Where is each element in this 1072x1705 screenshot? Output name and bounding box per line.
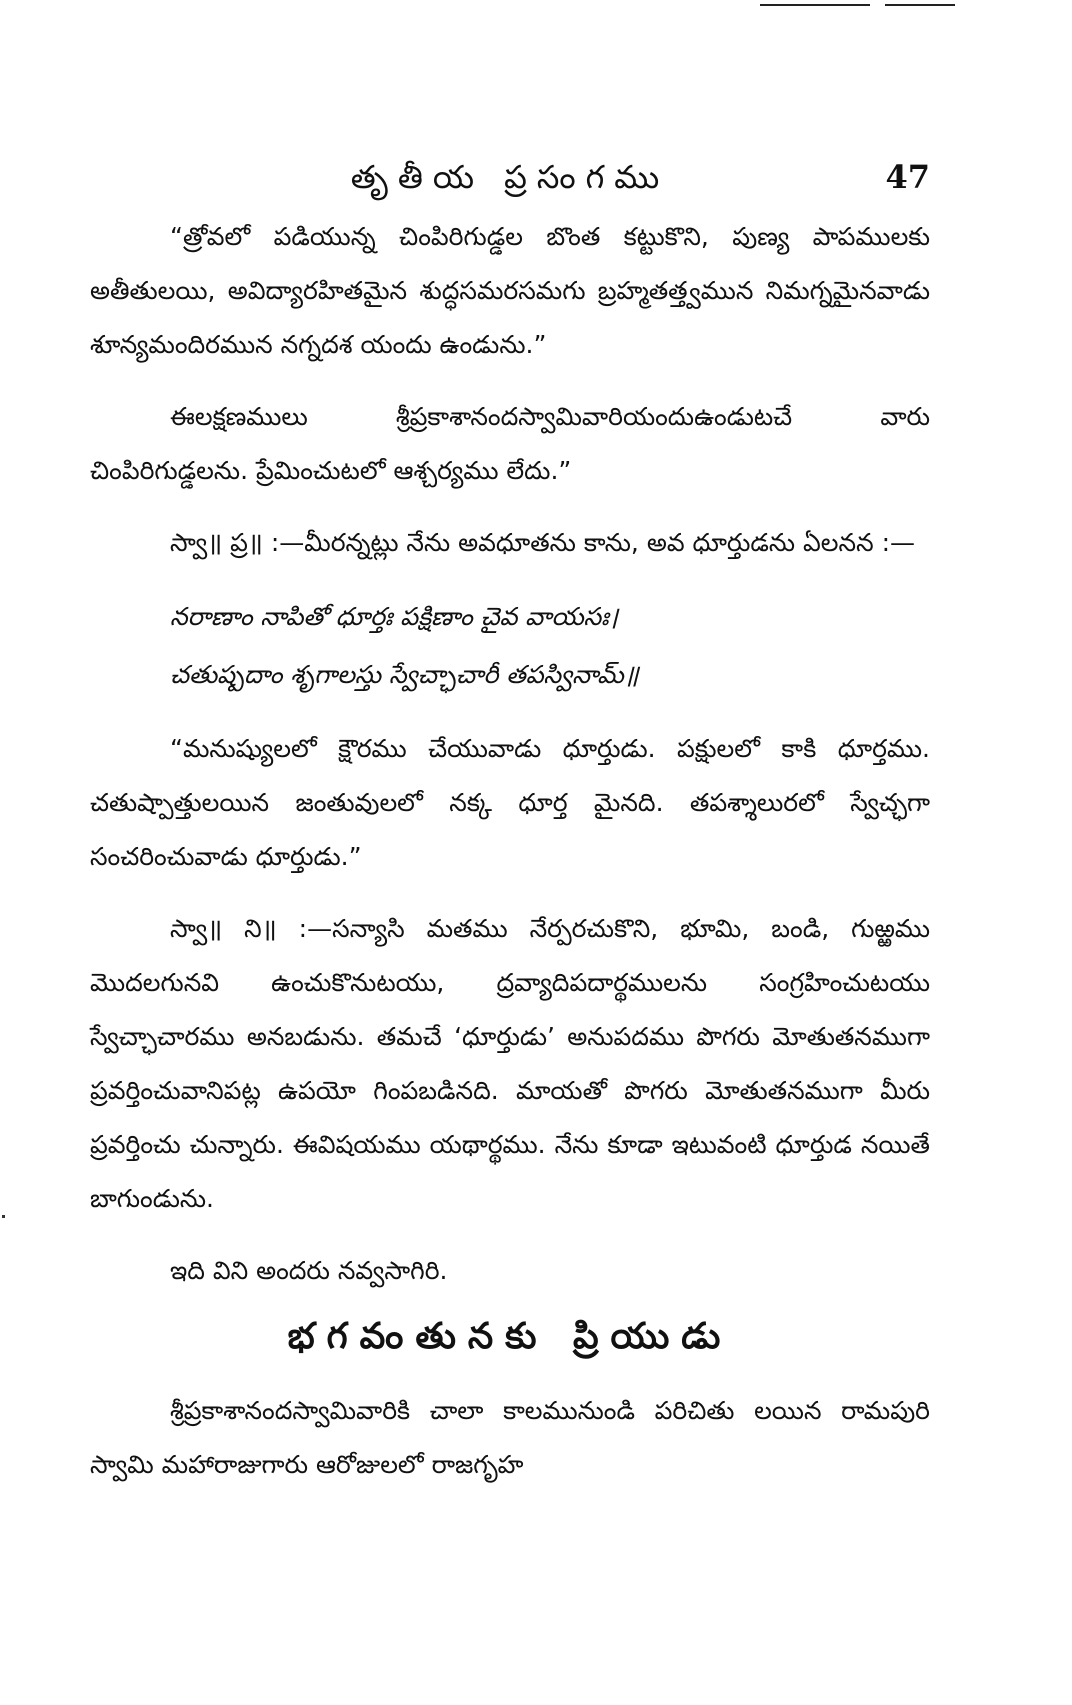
paragraph-section-start: శ్రీప్రకాశానందస్వామివారికి చాలా కాలమునుండి పరిచితు లయిన రామపురి స్వామి మహారాజుగారు ఆరోజులలో రాజగృహ <box>90 1396 930 1479</box>
verse-line-2: చతుష్పదాం శృగాలస్తు స్వేచ్ఛాచారీ తపస్వినామ్॥ <box>170 660 639 689</box>
running-title: తృతీయ ప్రసంగము <box>350 158 670 196</box>
paragraph-swami-response: స్వా॥ ని॥ :—సన్యాసి మతము నేర్పరచుకొని, భూమి, బండి, గుఱ్ఱము మొదలగునవి ఉంచుకొనుటయు, ద్రవ్యాదిపదార్థములను సంగ్రహించుటయు స్వేచ్ఛాచారము అనబడును. తమచే ‘ధూర్తుడు’ అనుపదము పొగరు మోతుతనముగా ప్రవర్తించువానిపట్ల ఉపయో గింపబడినది. మాయతో పొగరు మోతుతనముగా మీరు ప్రవర్తించు చున్నారు. ఈవిషయము యథార్థము. నేను కూడా ఇటువంటి ధూర్తుడ నయితే బాగుండును. <box>90 914 930 1213</box>
top-rule-right <box>885 4 955 6</box>
paragraph-swami-reply: స్వా॥ ప్ర॥ :—మీరన్నట్లు నేను అవధూతను కాను, అవ ధూర్తుడను ఏలనన :— <box>170 528 915 557</box>
paragraph-verse-meaning: “మనుష్యులలో క్షౌరము చేయువాడు ధూర్తుడు. పక్షులలో కాకి ధూర్తము. చతుష్పాత్తులయిన జంతువులలో నక్క ధూర్త మైనది. తపశ్శాలురలో స్వేచ్ఛగా సంచరించువాడు ధూర్తుడు.” <box>90 734 930 871</box>
top-rule-left <box>760 4 870 6</box>
paragraph-quote: “త్రోవలో పడియున్న చింపిరిగుడ్డల బొంత కట్టుకొని, పుణ్య పాపములకు అతీతులయి, అవిద్యారహితమైన శుద్ధసమరసమగు బ్రహ్మతత్త్వమున నిమగ్నమైనవాడు శూన్యమందిరమున నగ్నదశ యందు ఉండును.” <box>90 222 930 359</box>
verse-line-1: నరాణాం నాపితో ధూర్తః పక్షిణాం చైవ వాయసః। <box>170 602 619 631</box>
margin-speck <box>2 1215 5 1218</box>
page-header <box>90 150 930 210</box>
paragraph-qualities: ఈలక్షణములు శ్రీప్రకాశానందస్వామివారియందుఉండుటచే వారు చింపిరిగుడ్డలను. ప్రేమించుటలో ఆశ్చర్యము లేదు.” <box>90 402 930 485</box>
paragraph-laughter: ఇది విని అందరు నవ్వసాగిరి. <box>170 1256 448 1285</box>
book-page <box>90 150 930 1510</box>
page-number: 47 <box>885 158 930 196</box>
sanskrit-verse <box>90 588 930 704</box>
section-heading: భగవంతునకు ప్రియుడు <box>287 1316 733 1357</box>
